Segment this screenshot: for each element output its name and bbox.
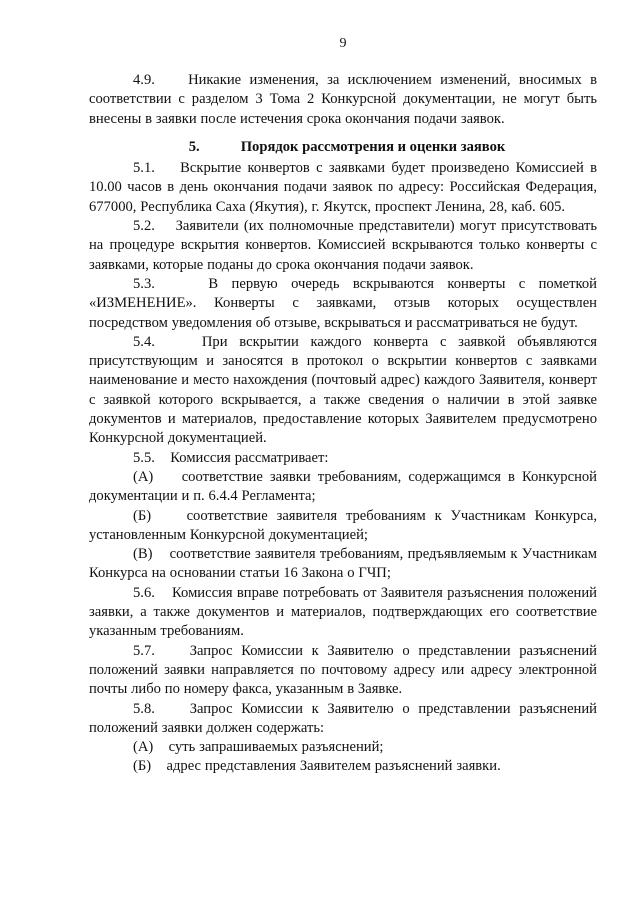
paragraph-4-9 xyxy=(89,71,597,129)
paragraph-text: соответствие заявителя требованиям, предъявляемым к Участникам Конкурса на основании статьи 16 Закона о ГЧП; xyxy=(89,546,597,582)
paragraph-number: 5.7. xyxy=(133,642,155,659)
section-heading xyxy=(89,138,597,157)
paragraph-5-2 xyxy=(89,217,597,275)
paragraph-5-5 xyxy=(89,449,597,468)
paragraph-number: 5.3. xyxy=(133,275,155,292)
paragraph-text: суть запрашиваемых разъяснений; xyxy=(168,739,384,756)
paragraph-number: 5.6. xyxy=(133,584,155,601)
paragraph-5-8 xyxy=(89,700,597,739)
paragraph-text: Комиссия рассматривает: xyxy=(170,449,329,466)
paragraph-number: 5.4. xyxy=(133,333,155,350)
document-body xyxy=(89,71,597,777)
paragraph-text: Комиссия вправе потребовать от Заявителя разъяснения положений заявки, а также документов и материалов, подтверждающих его соответствие указанным требованиям. xyxy=(89,584,597,640)
paragraph-number: 5.5. xyxy=(133,449,155,466)
list-marker: (В) xyxy=(133,546,153,563)
paragraph-5-6 xyxy=(89,584,597,642)
paragraph-5-8-b xyxy=(89,757,597,776)
paragraph-number: 5.8. xyxy=(133,700,155,717)
paragraph-number: 4.9. xyxy=(133,72,155,88)
paragraph-5-3 xyxy=(89,275,597,333)
paragraph-text: Запрос Комиссии к Заявителю о представлении разъяснений положений заявки должен содержать: xyxy=(89,700,597,736)
paragraph-number: 5.2. xyxy=(133,218,155,235)
paragraph-text: Заявители (их полномочные представители) могут присутствовать на процедуре вскрытия конвертов. Комиссией вскрываются только конверты с заявками, которые поданы до срока окончания подачи заявок. xyxy=(89,218,597,273)
page-number: 9 xyxy=(339,36,347,51)
section-number: 5. xyxy=(188,138,200,155)
paragraph-number: 5.1. xyxy=(133,160,155,177)
paragraph-5-5-b xyxy=(89,507,597,546)
paragraph-text: В первую очередь вскрываются конверты с пометкой «ИЗМЕНЕНИЕ». Конверты с заявками, отзыв которых осуществлен посредством уведомления об отзыве, вскрываться и рассматриваться не будут. xyxy=(89,275,597,331)
paragraph-5-7 xyxy=(89,642,597,700)
list-marker: (Б) xyxy=(133,507,152,524)
paragraph-text: При вскрытии каждого конверта с заявкой объявляются присутствующим и заносятся в протокол о вскрытии конвертов с заявками наименование и место нахождения (почтовый адрес) каждого Заявителя, конверт с заявкой которого вскрывается, а также сведения о наличии в этой заявке документов и материалов, предоставление которых Заявителем предусмотрено Конкурсной документацией. xyxy=(89,333,597,447)
paragraph-5-5-a xyxy=(89,468,597,507)
list-marker: (Б) xyxy=(133,758,152,775)
paragraph-5-8-a xyxy=(89,738,597,757)
paragraph-5-1 xyxy=(89,159,597,217)
paragraph-5-4 xyxy=(89,333,597,449)
paragraph-text: Запрос Комиссии к Заявителю о представлении разъяснений положений заявки направляется по почтовому адресу или адресу электронной почты либо по номеру факса, указанным в Заявке. xyxy=(89,642,597,698)
paragraph-text: соответствие заявителя требованиям к Участникам Конкурса, установленным Конкурсной документацией; xyxy=(89,507,597,543)
paragraph-text: Никакие изменения, за исключением изменений, вносимых в соответствии с разделом 3 Тома 2 Конкурсной документации, не могут быть внесены в заявки после истечения срока окончания подачи заявок. xyxy=(89,72,597,127)
paragraph-5-5-c xyxy=(89,545,597,584)
list-marker: (А) xyxy=(133,468,154,485)
paragraph-text: адрес представления Заявителем разъяснений заявки. xyxy=(166,758,501,775)
paragraph-text: Вскрытие конвертов с заявками будет произведено Комиссией в 10.00 часов в день окончания подачи заявок по адресу: Российская Федерация, 677000, Республика Саха (Якутия), г. Якутск, проспект Ленина, 28, каб. 605. xyxy=(89,160,597,215)
list-marker: (А) xyxy=(133,739,154,756)
section-title: Порядок рассмотрения и оценки заявок xyxy=(240,138,506,155)
paragraph-text: соответствие заявки требованиям, содержащимся в Конкурсной документации и п. 6.4.4 Регламента; xyxy=(89,468,597,505)
